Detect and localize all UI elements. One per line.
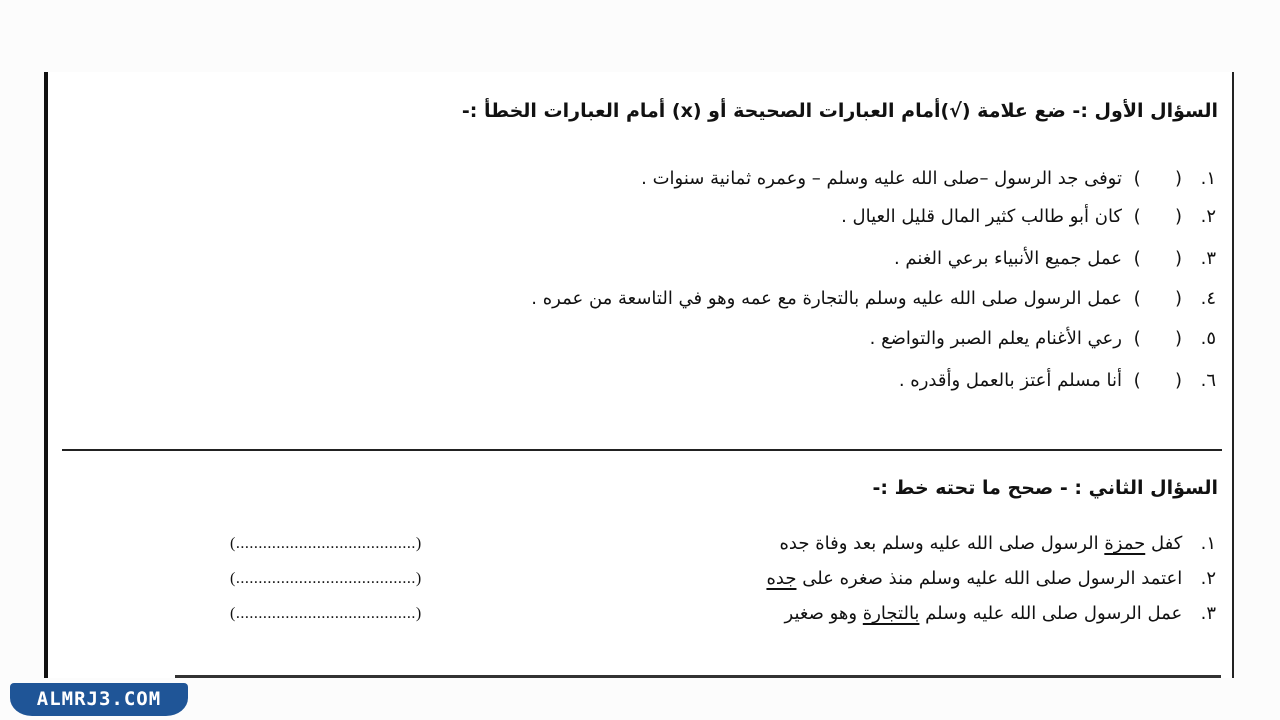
answer-blank[interactable]: ( ) — [1133, 328, 1182, 349]
underlined-word: بالتجارة — [862, 603, 920, 624]
item-number: ٢. — [1200, 206, 1216, 227]
item-text-after: الرسول صلى الله عليه وسلم بعد وفاة جده — [779, 533, 1105, 554]
q2-answer-blank-2[interactable]: (........................................) — [230, 570, 422, 587]
answer-blank[interactable]: ( ) — [1133, 248, 1182, 269]
item-number: ٣. — [1200, 603, 1216, 624]
q2-item-2 — [766, 568, 1216, 589]
q1-item-5 — [870, 328, 1216, 349]
item-text-after: وهو صغير — [784, 603, 863, 624]
underlined-word: جده — [766, 568, 797, 589]
answer-blank[interactable]: ( ) — [1133, 288, 1182, 309]
underlined-word: حمزة — [1104, 533, 1146, 554]
question-2-title: السؤال الثاني : - صحح ما تحته خط :- — [872, 477, 1218, 499]
item-statement: عمل الرسول صلى الله عليه وسلم بالتجارة مع عمه وهو في التاسعة من عمره . — [531, 288, 1122, 309]
page-right-border — [1232, 72, 1234, 678]
item-statement: توفى جد الرسول –صلى الله عليه وسلم – وعمره ثمانية سنوات . — [641, 168, 1122, 189]
item-number: ٢. — [1200, 568, 1216, 589]
q1-item-3 — [894, 248, 1216, 269]
watermark-logo: ALMRJ3.COM — [10, 683, 188, 716]
answer-blank[interactable]: ( ) — [1133, 370, 1182, 391]
item-number: ١. — [1200, 168, 1216, 189]
q1-item-4 — [531, 288, 1216, 309]
q1-item-1 — [641, 168, 1216, 189]
answer-blank[interactable]: ( ) — [1133, 168, 1182, 189]
q2-item-1 — [779, 533, 1216, 554]
answer-blank[interactable]: ( ) — [1133, 206, 1182, 227]
page-left-border — [44, 72, 48, 678]
item-number: ٦. — [1200, 370, 1216, 391]
item-number: ٣. — [1200, 248, 1216, 269]
section-divider — [62, 449, 1222, 451]
item-number: ٥. — [1200, 328, 1216, 349]
bottom-rule — [175, 675, 1221, 678]
item-statement: كان أبو طالب كثير المال قليل العيال . — [841, 206, 1122, 227]
q1-item-6 — [899, 370, 1216, 391]
item-statement: أنا مسلم أعتز بالعمل وأقدره . — [898, 370, 1122, 391]
item-text-before: كفل — [1145, 533, 1183, 554]
q2-answer-blank-1[interactable]: (........................................) — [230, 535, 422, 552]
q2-answer-blank-3[interactable]: (........................................) — [230, 605, 422, 622]
q1-item-2 — [841, 206, 1216, 227]
q2-item-3 — [785, 603, 1216, 624]
item-number: ١. — [1200, 533, 1216, 554]
item-text-before: عمل الرسول صلى الله عليه وسلم — [919, 603, 1183, 624]
item-number: ٤. — [1200, 288, 1216, 309]
item-statement: رعي الأغنام يعلم الصبر والتواضع . — [869, 328, 1122, 349]
question-1-title: السؤال الأول :- ضع علامة (√)أمام العبارات الصحيحة أو (x) أمام العبارات الخطأ :- — [461, 100, 1218, 122]
item-statement: عمل جميع الأنبياء برعي الغنم . — [893, 248, 1122, 269]
item-text-before: اعتمد الرسول صلى الله عليه وسلم منذ صغره على — [796, 568, 1183, 589]
